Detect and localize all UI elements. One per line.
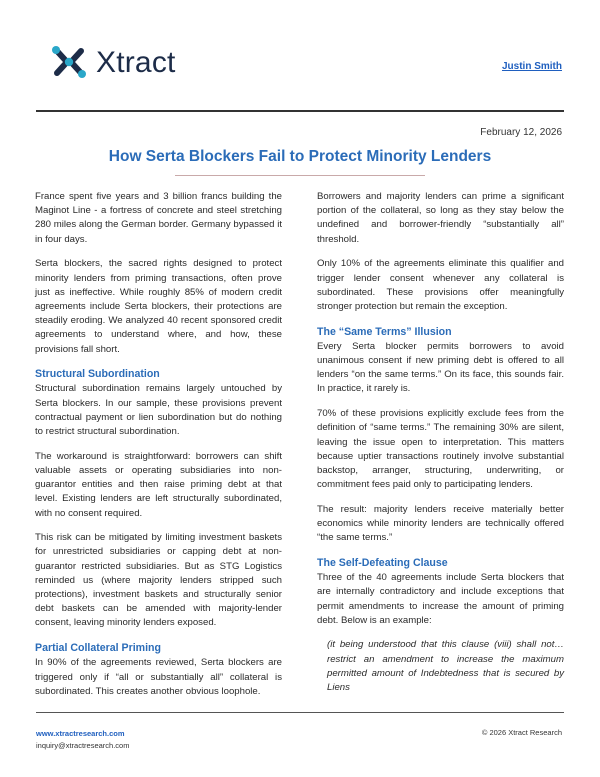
paragraph: In 90% of the agreements reviewed, Serta blockers are triggered only if “all or substantially all” collateral is subordinated. This creates another obvious loophole. (35, 657, 282, 697)
footer-website-link[interactable]: www.xtractresearch.com (36, 729, 125, 738)
paragraph: Only 10% of the agreements eliminate this qualifier and trigger lender consent whenever any collateral is subordinated. These provisions offer meaningfully stronger protection but remain the exception. (317, 258, 564, 312)
xtract-logo-icon (48, 42, 90, 84)
paragraph: Three of the 40 agreements include Serta blockers that are internally contradictory and include exceptions that permit amendments to increase the amount of priming debt. Below is an example: (317, 572, 564, 626)
right-column (317, 190, 564, 706)
paragraph: Every Serta blocker permits borrowers to avoid unanimous consent if new priming debt is offered to all lenders “on the same terms.” On its face, this sounds fair. In practice, it rarely is. (317, 340, 564, 395)
author-link[interactable]: Justin Smith (501, 61, 562, 72)
quoted-clause: (it being understood that this clause (viii) shall not… restrict an amendment to increase the maximum permitted amount of Indebtedness that is secured by Liens (327, 639, 564, 694)
footer-contact (36, 728, 129, 752)
section-heading-same-terms-illusion: The “Same Terms” Illusion (317, 325, 452, 338)
title-underline (175, 175, 425, 176)
paragraph: Structural subordination remains largely untouched by Serta blockers. In our sample, these provisions prevent contractual payment or lien subordination but do nothing to restrict structural subordination. (35, 383, 282, 438)
brand-logo[interactable] (48, 42, 176, 84)
paragraph: Serta blockers, the sacred rights designed to protect minority lenders from priming transactions, often prove just as ineffective. While roughly 85% of modern credit agreements include Serta blockers, their protections are steadily eroding. We analyzed 40 recent sponsored credit agreements to understand where, and how, these provisions fall short. (35, 258, 282, 355)
paragraph: Borrowers and majority lenders can prime a significant portion of the collateral, so long as they stay below the undefined and borrower-friendly “substantially all” threshold. (317, 191, 564, 245)
footer-divider (36, 712, 564, 713)
paragraph: France spent five years and 3 billion francs building the Maginot Line - a fortress of concrete and steel stretching 280 miles along the German border. Germany bypassed it in four days. (35, 191, 282, 245)
footer-copyright: © 2026 Xtract Research (481, 728, 562, 737)
article-title: How Serta Blockers Fail to Protect Minority Lenders (108, 148, 492, 165)
paragraph: The workaround is straightforward: borrowers can shift valuable assets or operating subsidiaries into non-guarantor entities and then raise priming debt at that level. Existing lenders are left structurally subordinated, with no consent required. (35, 450, 282, 519)
section-heading-self-defeating-clause: The Self-Defeating Clause (317, 556, 448, 569)
publish-date: February 12, 2026 (480, 127, 562, 138)
page-header (0, 0, 600, 112)
left-column (35, 190, 282, 710)
paragraph: 70% of these provisions explicitly exclude fees from the definition of “same terms.” The remaining 30% are silent, leaving the issue open to interpretation. This matters because uptier transactions routinely involve substantial backstop, arranger, structuring, underwriting, or commitment fees paid only to participating lenders. (317, 408, 564, 491)
header-divider (36, 110, 564, 112)
footer-email-link[interactable]: inquiry@xtractresearch.com (36, 741, 130, 750)
paragraph: The result: majority lenders receive materially better economics while minority lenders are technically offered “the same terms.” (317, 503, 564, 544)
brand-name: Xtract (96, 46, 176, 79)
section-heading-structural-subordination: Structural Subordination (35, 368, 160, 381)
paragraph: This risk can be mitigated by limiting investment baskets for unrestricted subsidiaries or capping debt at non-guarantor restricted subsidiaries. But as STG Logistics reminded us (where majority lenders stripped such protections), investment baskets and structurally senior debt baskets can be amended with majority-lender consent, leaving minority lenders exposed. (35, 532, 282, 629)
section-heading-partial-collateral-priming: Partial Collateral Priming (35, 642, 161, 655)
